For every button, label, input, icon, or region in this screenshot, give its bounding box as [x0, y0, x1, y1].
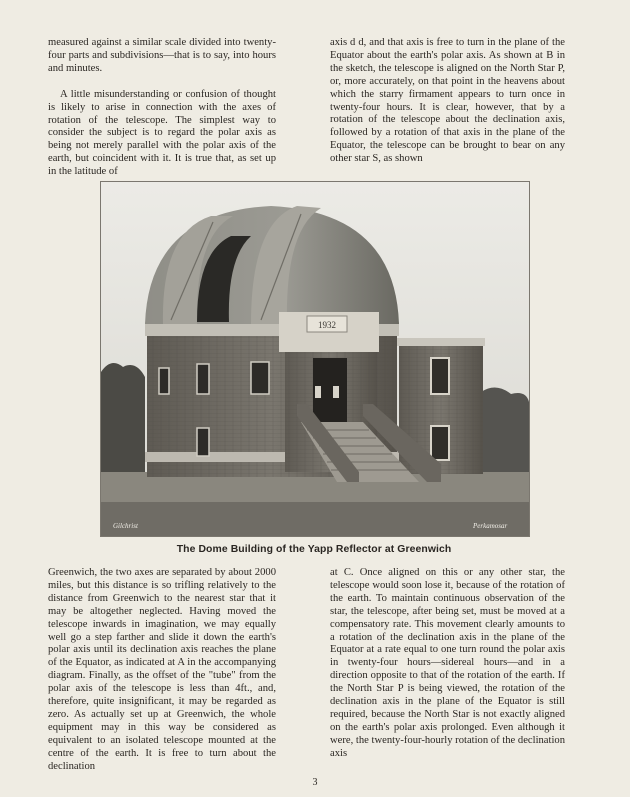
paragraph: A little misunderstanding or confusion of thought is likely to arise in connection with the axes of rotation of the telescope. The simplest way to consider the subject is to regard the polar axis as being not merely parallel with the polar axis of the earth, but coincident with it. It is true that, as set up in the latitude of: [48, 88, 276, 178]
text-column-top-left: [48, 37, 276, 179]
paragraph: at C. Once aligned on this or any other star, the telescope would soon lose it, because of the rotation of the earth. To maintain continuous observation of the star, the telescope, after being set, must be moved at a compensatory rate. This movement clearly amounts to a rotation of the declination axis in the plane of the Equator at a rate equal to one turn round the polar axis in twenty-four hours—sidereal hours—and in a direction opposite to that of the rotation of the earth. If the North Star P is being viewed, the rotation of the declination axis in the plane of the Equator is still required, because the North Star is not exactly aligned on the earth's polar axis prolonged. Even although it were, the twenty-four-hourly rotation of the declination axis: [330, 567, 565, 759]
observatory-photograph: [100, 181, 530, 537]
text-column-top-right: [330, 37, 565, 166]
page-number: 3: [312, 777, 318, 788]
text-column-bottom-right: [330, 567, 565, 761]
photo-credit-left: Gilchrist: [113, 522, 138, 530]
paragraph: Greenwich, the two axes are separated by about 2000 miles, but this distance is so trifling relatively to the distance from Greenwich to the nearest star that it may be altogether neglected. Having moved the telescope inwards in imagination, we may equally well go a step farther and slide it down the earth's polar axis until its declination axis reaches the plane of the Equator, as indicated at A in the accompanying diagram. Finally, as the offset of the "tube" from the polar axis of the telescope is less than 4ft., and, therefore, quite insignificant, it may be regarded as zero. As actually set up at Greenwich, the whole equipment may in this way be considered as equivalent to an isolated telescope mounted at the centre of the earth. It is free to turn about the declination: [48, 567, 276, 772]
dome-building-illustration: [101, 182, 529, 536]
photo-credit-right: Perkamosar: [473, 522, 508, 530]
text-column-bottom-left: [48, 567, 276, 774]
date-plaque: 1932: [318, 320, 336, 330]
paragraph: axis d d, and that axis is free to turn in the plane of the Equator about the earth's polar axis. As shown at B in the sketch, the telescope is aligned on the North Star P, or, more accurately, on that point in the heavens about which the starry firmament appears to turn once in twenty-four hours. It is clear, however, that by a rotation of the telescope about the declination axis, followed by a rotation of that axis in the plane of the Equator, the telescope can be brought to bear on any other star S, as shown: [330, 37, 565, 165]
figure-caption: The Dome Building of the Yapp Reflector at Greenwich: [176, 544, 452, 555]
paragraph: measured against a similar scale divided into twenty-four parts and subdivisions—that is to say, into hours and minutes.: [48, 37, 276, 74]
